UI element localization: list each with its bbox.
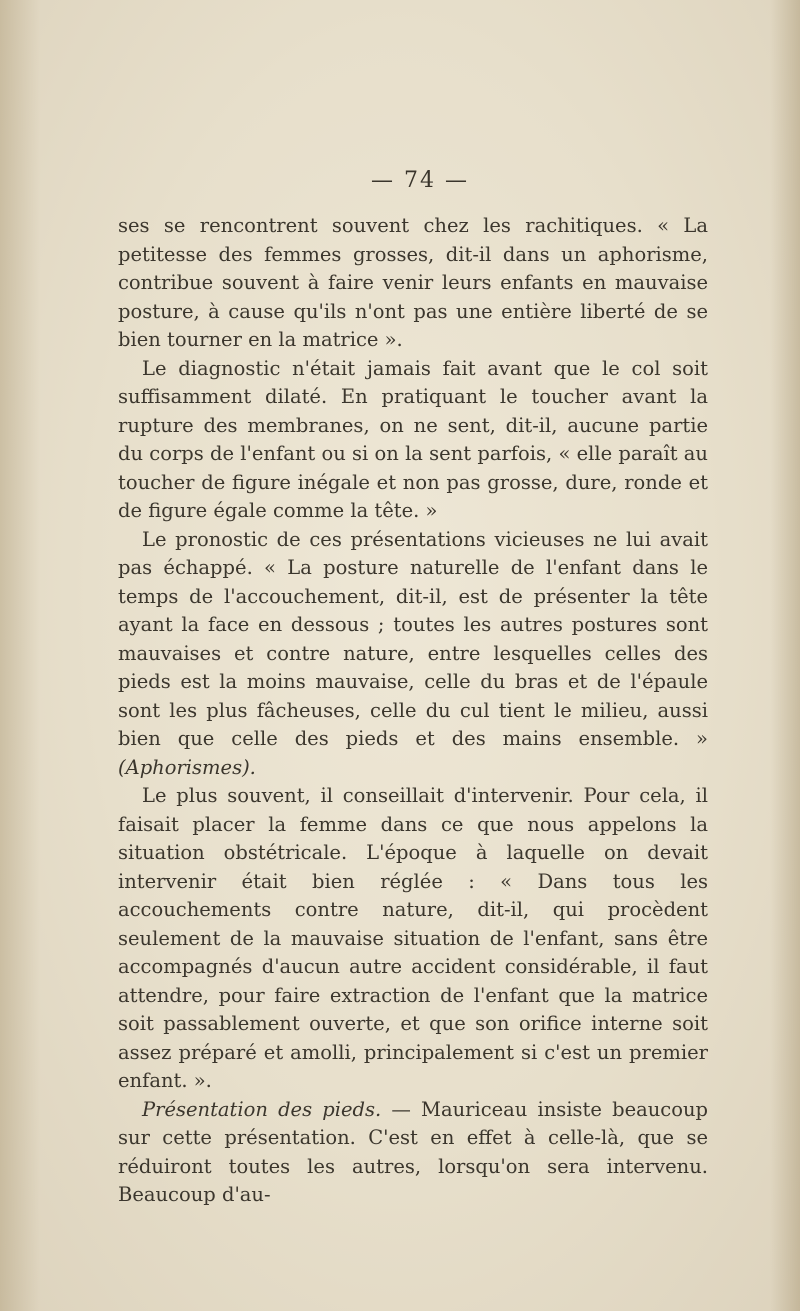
paragraph-3-text: Le pronostic de ces présentations vicieuses ne lui avait pas échappé. « La posture naturelle de l'enfant dans le temps de l'accouchement, dit-il, est de présenter la tête ayant la face en dessous ; toutes les autres postures sont mauvaises et contre nature, entre lesquelles celles des pieds est la moins mauvaise, celle du bras et de l'épaule sont les plus fâcheuses, celle du cul tient le milieu, aussi bien que celle des pieds et des mains ensemble. » — [118, 527, 708, 750]
page-number: — 74 — — [371, 168, 469, 193]
paragraph-1: ses se rencontrent souvent chez les rachitiques. « La petitesse des femmes grosses, dit-il dans un aphorisme, contribue souvent à faire venir leurs enfants en mauvaise posture, à cause qu'ils n'ont pas une entière liberté de se bien tourner en la matrice ». — [118, 214, 708, 351]
paragraph-5-text: — Mauriceau insiste beaucoup sur cette présentation. C'est en effet à celle-là, que se réduiront toutes les autres, lorsqu'on sera intervenu. Beaucoup d'au- — [118, 1097, 708, 1206]
paragraph-2: Le diagnostic n'était jamais fait avant que le col soit suffisamment dilaté. En pratiquant le toucher avant la rupture des membranes, on ne sent, dit-il, aucune partie du corps de l'enfant ou si on la sent parfois, « elle paraît au toucher de figure inégale et non pas grosse, dure, ronde et de figure égale comme la tête. » — [118, 356, 708, 522]
paragraph-4: Le plus souvent, il conseillait d'intervenir. Pour cela, il faisait placer la femme dans ce que nous appelons la situation obstétricale. L'époque à laquelle on devait intervenir était bien réglée : « Dans tous les accouchements contre nature, dit-il, qui procèdent seulement de la mauvaise situation de l'enfant, sans être accompagnés d'aucun autre accident considérable, il faut attendre, pour faire extraction de l'enfant que la matrice soit passablement ouverte, et que son orifice interne soit assez préparé et amolli, principalement si c'est un premier enfant. ». — [118, 784, 708, 1092]
paragraph-5 — [118, 1096, 708, 1210]
body-text — [118, 212, 708, 1210]
section-heading-presentation-pieds: Présentation des pieds. — [142, 1097, 382, 1121]
paragraph-3-reference: (Aphorismes). — [118, 755, 256, 779]
paragraph-3 — [118, 526, 708, 783]
